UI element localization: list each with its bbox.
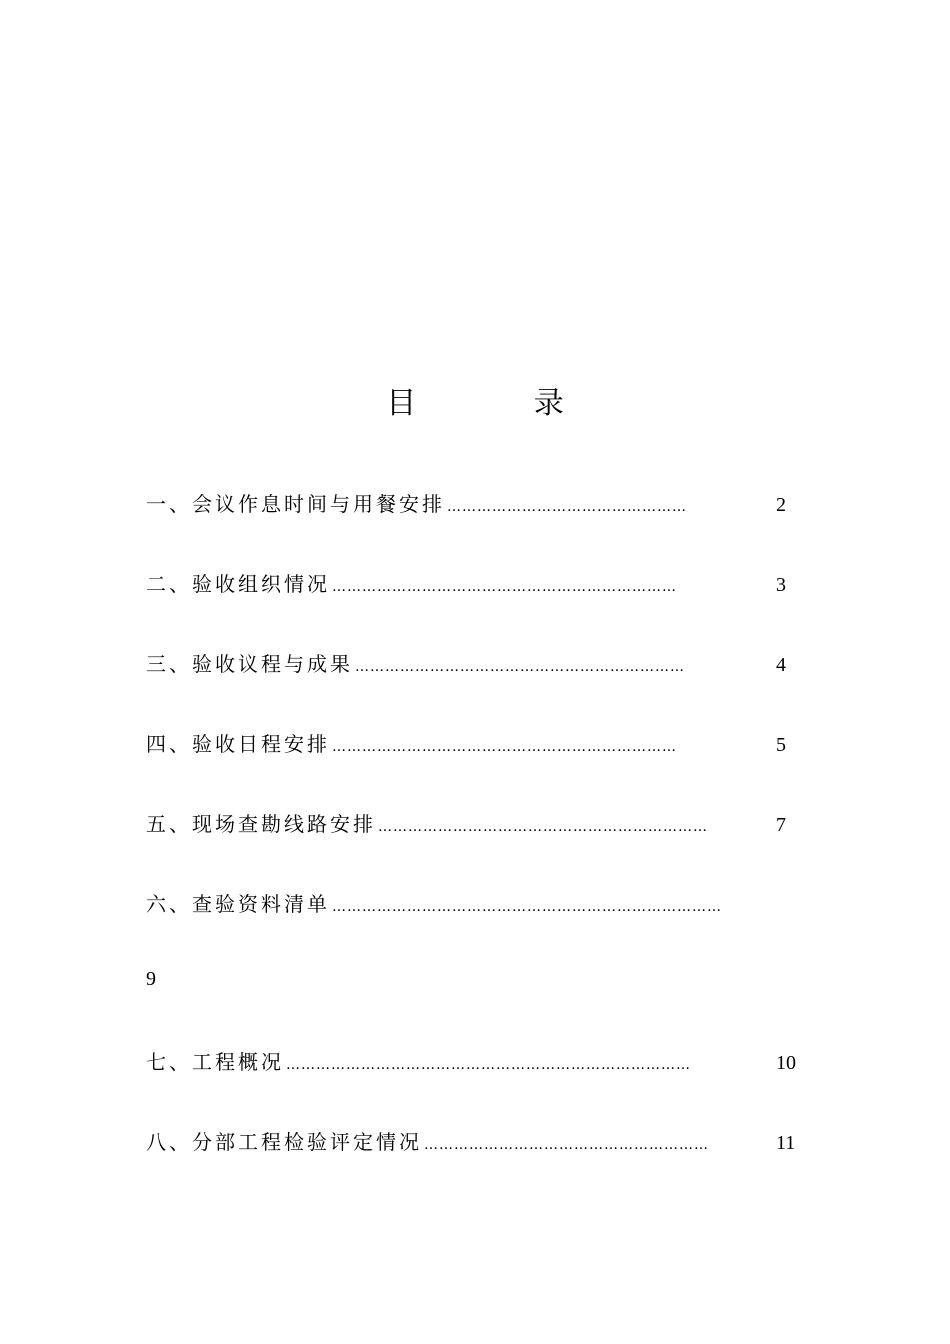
toc-entry-label: 四、验收日程安排 xyxy=(146,732,330,756)
toc-leader: ………………………………………………………… xyxy=(378,819,708,835)
toc-entry-6-page-number: 9 xyxy=(146,968,156,990)
toc-entry-5[interactable] xyxy=(146,808,806,842)
toc-page-number: 2 xyxy=(776,494,786,516)
toc-page-number: 3 xyxy=(776,574,786,596)
toc-entry-label: 七、工程概况 xyxy=(146,1050,284,1074)
toc-title: 目 录 xyxy=(386,386,618,421)
toc-page-number: 4 xyxy=(776,654,786,676)
toc-entry-1[interactable] xyxy=(146,488,806,522)
toc-page-number: 7 xyxy=(776,814,786,836)
toc-leader: …………………………………………………………… xyxy=(332,579,677,595)
toc-page-number: 11 xyxy=(776,1132,796,1154)
toc-entry-label: 八、分部工程检验评定情况 xyxy=(146,1130,422,1154)
toc-entry-label: 二、验收组织情况 xyxy=(146,572,330,596)
toc-entry-2[interactable] xyxy=(146,568,806,602)
toc-leader: ………………………………………… xyxy=(447,499,687,515)
toc-leader: ……………………………………………………………………… xyxy=(286,1057,691,1073)
toc-entry-label: 三、验收议程与成果 xyxy=(146,652,353,676)
toc-entry-3[interactable] xyxy=(146,648,806,682)
toc-entry-label: 六、查验资料清单 xyxy=(146,892,330,916)
toc-entry-label: 五、现场查勘线路安排 xyxy=(146,812,376,836)
toc-entry-label: 一、会议作息时间与用餐安排 xyxy=(146,492,445,516)
toc-leader: ………………………………………………………… xyxy=(355,659,685,675)
toc-entry-8[interactable] xyxy=(146,1126,806,1160)
toc-leader: …………………………………………………………… xyxy=(332,739,677,755)
toc-leader: …………………………………………………………………… xyxy=(332,899,722,915)
toc-page-number: 10 xyxy=(776,1052,796,1074)
toc-entry-4[interactable] xyxy=(146,728,806,762)
toc-entry-6[interactable] xyxy=(146,888,806,922)
toc-leader: ………………………………………………… xyxy=(424,1137,709,1153)
toc-entry-7[interactable] xyxy=(146,1046,806,1080)
toc-page-number: 5 xyxy=(776,734,786,756)
